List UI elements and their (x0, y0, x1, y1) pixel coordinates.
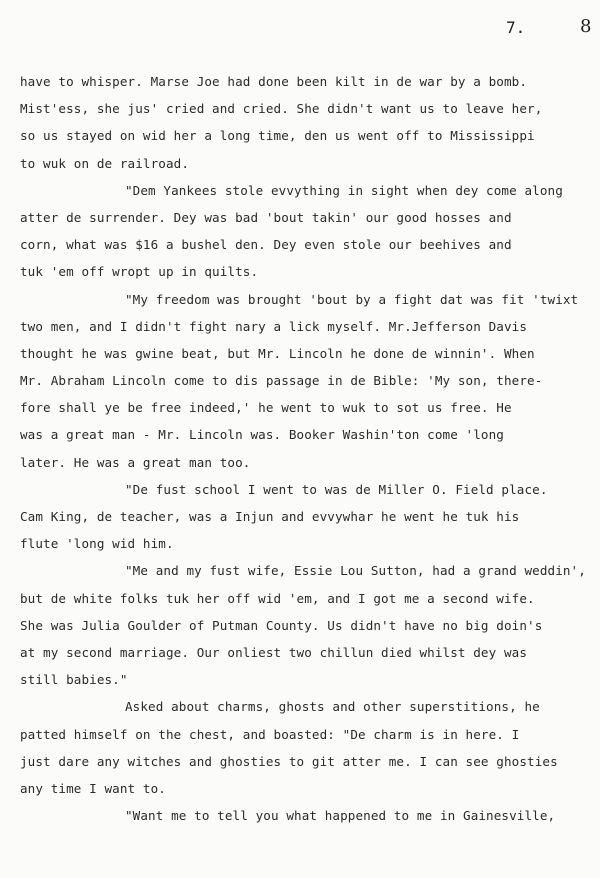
text-line: was a great man - Mr. Lincoln was. Booker Washin'ton come 'long (20, 427, 504, 443)
text-line: thought he was gwine beat, but Mr. Lincoln he done de winnin'. When (20, 345, 535, 361)
paragraph-start-line: "Me and my fust wife, Essie Lou Sutton, had a grand weddin', (125, 563, 586, 579)
text-line: so us stayed on wid her a long time, den us went off to Mississippi (20, 128, 535, 144)
paragraph-start-line: Asked about charms, ghosts and other superstitions, he (125, 699, 540, 715)
paragraph-start-line: "Want me to tell you what happened to me in Gainesville, (125, 808, 556, 824)
text-line: but de white folks tuk her off wid 'em, and I got me a second wife. (20, 590, 535, 606)
edge-page-number: 8 (580, 16, 592, 37)
text-line: have to whisper. Marse Joe had done been kilt in de war by a bomb. (20, 74, 528, 89)
text-line: patted himself on the chest, and boasted: "De charm is in here. I (20, 726, 520, 742)
text-line: later. He was a great man too. (20, 454, 251, 470)
paragraph-start-line: "My freedom was brought 'bout by a fight dat was fit 'twixt (125, 291, 579, 307)
text-line: Mr. Abraham Lincoln come to dis passage in de Bible: 'My son, there- (20, 373, 543, 389)
paragraph-start-line: "De fust school I went to was de Miller O. Field place. (125, 481, 548, 497)
text-line: to wuk on de railroad. (20, 155, 190, 171)
text-line: fore shall ye be free indeed,' he went to wuk to sot us free. He (20, 400, 512, 416)
text-line: corn, what was $16 a bushel den. Dey even stole our beehives and (20, 237, 512, 253)
text-line: Mist'ess, she jus' cried and cried. She didn't want us to leave her, (20, 101, 543, 117)
text-line: just dare any witches and ghosties to git atter me. I can see ghosties (20, 753, 558, 769)
text-line: flute 'long wid him. (20, 536, 174, 552)
document-body (20, 68, 595, 829)
text-line: She was Julia Goulder of Putman County. Us didn't have no big doin's (20, 617, 543, 633)
paragraph-start-line: "Dem Yankees stole evvything in sight when dey come along (125, 182, 563, 198)
text-line: two men, and I didn't fight nary a lick myself. Mr.Jefferson Davis (20, 318, 528, 334)
text-line: any time I want to. (20, 780, 166, 796)
text-line: at my second marriage. Our onliest two chillun died whilst dey was (20, 644, 528, 660)
page-number: 7. (506, 18, 526, 37)
text-line: tuk 'em off wropt up in quilts. (20, 264, 259, 280)
text-line: atter de surrender. Dey was bad 'bout takin' our good hosses and (20, 209, 512, 225)
text-line: Cam King, de teacher, was a Injun and evvywhar he went he tuk his (20, 509, 520, 524)
text-line: still babies." (20, 672, 128, 688)
